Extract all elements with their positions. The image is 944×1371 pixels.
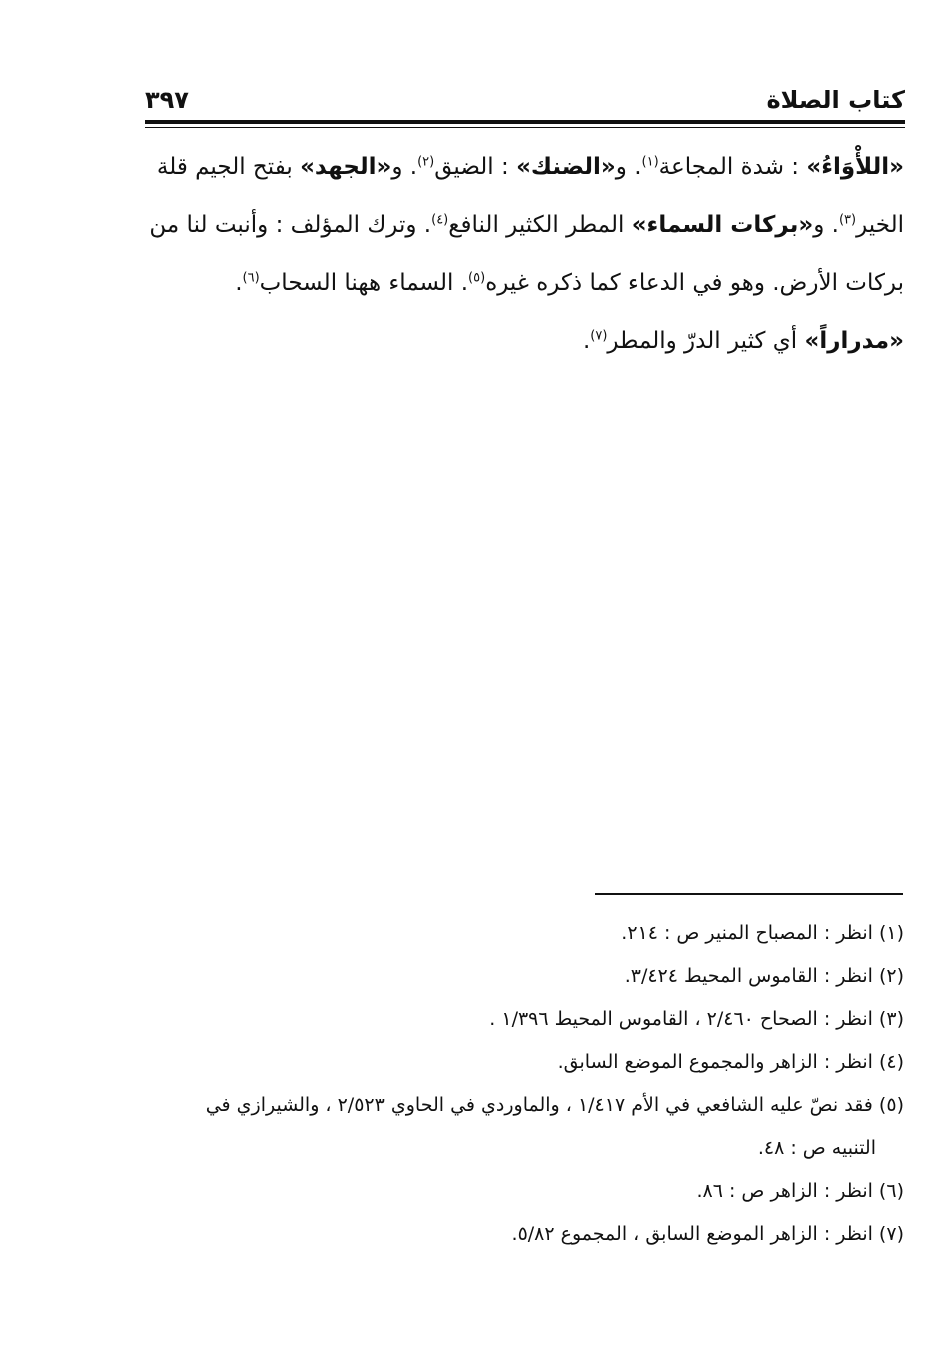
header-rule-thick	[145, 120, 905, 124]
text-run: الخير	[856, 212, 904, 238]
footnote-ref-5[interactable]: (٥)	[468, 270, 486, 286]
footnote-1: (١) انظر : المصباح المنير ص : ٢١٤.	[621, 922, 904, 944]
footnote-5-continuation: التنبيه ص : ٤٨.	[757, 1137, 876, 1159]
text-run: بركات الأرض. وهو في الدعاء كما ذكره غيره	[485, 270, 904, 296]
footnote-ref-6[interactable]: (٦)	[242, 270, 260, 286]
page-header	[145, 80, 905, 120]
footnote-ref-3[interactable]: (٣)	[838, 212, 857, 228]
text-run: . وترك المؤلف : وأنبت لنا من	[149, 212, 432, 238]
footnote-ref-4[interactable]: (٤)	[431, 212, 449, 228]
footnote-5: (٥) فقد نصّ عليه الشافعي في الأم ١/٤١٧ ، والماوردي في الحاوي ٢/٥٢٣ ، والشيرازي في	[205, 1094, 904, 1116]
footnotes	[140, 912, 904, 1256]
text-line-3	[148, 254, 904, 312]
text-run: . و	[615, 154, 642, 180]
footnote-7: (٧) انظر : الزاهر الموضع السابق ، المجموع ٥/٨٢.	[511, 1223, 904, 1245]
text-run: : شدة المجاعة	[658, 154, 807, 180]
main-text	[148, 138, 904, 370]
text-run: . و	[391, 154, 418, 180]
text-line-4	[148, 312, 904, 370]
running-title: كتاب الصلاة	[766, 86, 905, 114]
defined-term: «اللأْوَاءُ»	[806, 154, 904, 180]
footnote-ref-2[interactable]: (٢)	[417, 154, 435, 170]
footnote-4: (٤) انظر : الزاهر والمجموع الموضع السابق.	[557, 1051, 904, 1073]
footnote-2: (٢) انظر : القاموس المحيط ٣/٤٢٤.	[624, 965, 904, 987]
text-line-2	[148, 196, 904, 254]
text-run: المطر الكثير النافع	[448, 212, 632, 238]
text-run: بفتح الجيم قلة	[156, 154, 301, 180]
text-run: . و	[813, 212, 839, 238]
text-run: أي كثير الدرّ والمطر	[607, 328, 805, 354]
header-rule-thin	[145, 127, 905, 128]
text-run: .	[582, 328, 591, 354]
footnote-ref-1[interactable]: (١)	[641, 154, 659, 170]
text-run: .	[235, 270, 243, 296]
defined-term: «الجهد»	[300, 154, 392, 180]
footnote-ref-7[interactable]: (٧)	[590, 328, 608, 344]
defined-term: «مدراراً»	[804, 328, 904, 354]
text-run: : الضيق	[434, 154, 517, 180]
defined-term: «الضنك»	[516, 154, 616, 180]
footnote-6: (٦) انظر : الزاهر ص : ٨٦.	[696, 1180, 904, 1202]
text-run: . السماء ههنا السحاب	[259, 270, 469, 296]
text-line-1	[148, 138, 904, 196]
footnote-separator	[595, 893, 903, 895]
page-number: ٣٩٧	[145, 86, 189, 114]
footnote-3: (٣) انظر : الصحاح ٢/٤٦٠ ، القاموس المحيط ١/٣٩٦ .	[489, 1008, 904, 1030]
defined-term: «بركات السماء»	[631, 212, 814, 238]
